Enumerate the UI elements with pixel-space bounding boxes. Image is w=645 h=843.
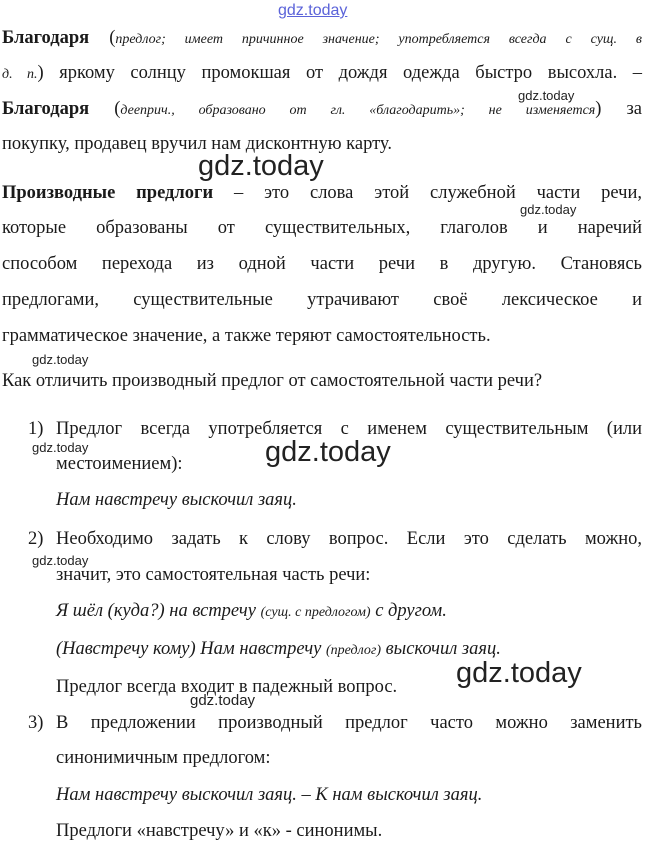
example-text: с другом. bbox=[370, 601, 447, 621]
watermark: gdz.today bbox=[265, 436, 391, 468]
watermark: gdz.today bbox=[190, 692, 256, 709]
watermark: gdz.today bbox=[32, 553, 89, 568]
grammar-note: д. п. bbox=[2, 67, 38, 82]
paragraph-2-line-2: которые образованы от существительных, глаголов и наречий bbox=[2, 218, 642, 238]
item-1-number: 1) bbox=[28, 419, 44, 439]
paragraph-2-line-3: способом перехода из одной части речи в другую. Становясь bbox=[2, 254, 642, 274]
watermark: gdz.today bbox=[198, 150, 324, 182]
item-1-example: Нам навстречу выскочил заяц. bbox=[56, 490, 297, 510]
item-3-example: Нам навстречу выскочил заяц. – К нам выскочил заяц. bbox=[56, 785, 483, 805]
watermark-top[interactable]: gdz.today bbox=[278, 2, 348, 19]
paragraph-1-line-4: покупку, продавец вручил нам дисконтную карту. bbox=[2, 134, 392, 154]
item-1-line-1: Предлог всегда употребляется с именем существительным (или bbox=[56, 419, 642, 439]
item-2-line-2: значит, это самостоятельная часть речи: bbox=[56, 565, 371, 585]
question: Как отличить производный предлог от самостоятельной части речи? bbox=[2, 371, 543, 391]
item-2-example-1 bbox=[56, 599, 447, 625]
grammar-note: предлог; имеет причинное значение; употребляется всегда с сущ. в bbox=[115, 32, 642, 47]
watermark: gdz.today bbox=[32, 440, 89, 455]
paragraph-1-line-2 bbox=[2, 61, 642, 87]
example-text: выскочил заяц. bbox=[381, 639, 501, 659]
item-2-line-1: Необходимо задать к слову вопрос. Если это сделать можно, bbox=[56, 529, 642, 549]
grammar-note: дееприч., образовано от гл. «благодарить»; не изменяется bbox=[120, 103, 596, 118]
paragraph-2-line-1 bbox=[2, 181, 642, 205]
paragraph-text: ) яркому солнцу промокшая от дождя одежда быстро высохла. – bbox=[37, 63, 642, 83]
term-blagodarya: Благодаря bbox=[2, 28, 90, 48]
item-3-number: 3) bbox=[28, 713, 44, 733]
item-2-example-2 bbox=[56, 637, 501, 663]
example-text: Я шёл (куда?) на встречу bbox=[56, 601, 261, 621]
item-2-line-3: Предлог всегда входит в падежный вопрос. bbox=[56, 677, 398, 697]
paragraph-1-line-1 bbox=[2, 26, 642, 52]
paragraph-text: ) за bbox=[595, 99, 642, 119]
paragraph-1-line-3 bbox=[2, 97, 642, 123]
item-3-line-2: синонимичным предлогом: bbox=[56, 748, 271, 768]
term-derived-prepositions: Производные предлоги bbox=[2, 183, 214, 203]
example-note: (сущ. с предлогом) bbox=[260, 605, 371, 620]
paragraph-2-line-5: грамматическое значение, а также теряют самостоятельность. bbox=[2, 326, 491, 346]
paragraph-2-line-4: предлогами, существительные утрачивают своё лексическое и bbox=[2, 290, 642, 310]
watermark: gdz.today bbox=[518, 88, 575, 103]
paragraph-text: – это слова этой служебной части речи, bbox=[213, 183, 642, 203]
item-1-line-2: местоимением): bbox=[56, 454, 183, 474]
watermark: gdz.today bbox=[456, 657, 582, 689]
watermark: gdz.today bbox=[520, 202, 577, 217]
watermark: gdz.today bbox=[32, 352, 89, 367]
example-note: (предлог) bbox=[326, 643, 382, 658]
item-3-line-1: В предложении производный предлог часто можно заменить bbox=[56, 713, 642, 733]
example-text: (Навстречу кому) Нам навстречу bbox=[56, 639, 327, 659]
item-2-number: 2) bbox=[28, 529, 44, 549]
item-3-line-3: Предлоги «навстречу» и «к» - синонимы. bbox=[56, 821, 383, 841]
paren-open: ( bbox=[89, 28, 116, 48]
term-blagodarya: Благодаря bbox=[2, 99, 90, 119]
paren-open: ( bbox=[89, 99, 121, 119]
